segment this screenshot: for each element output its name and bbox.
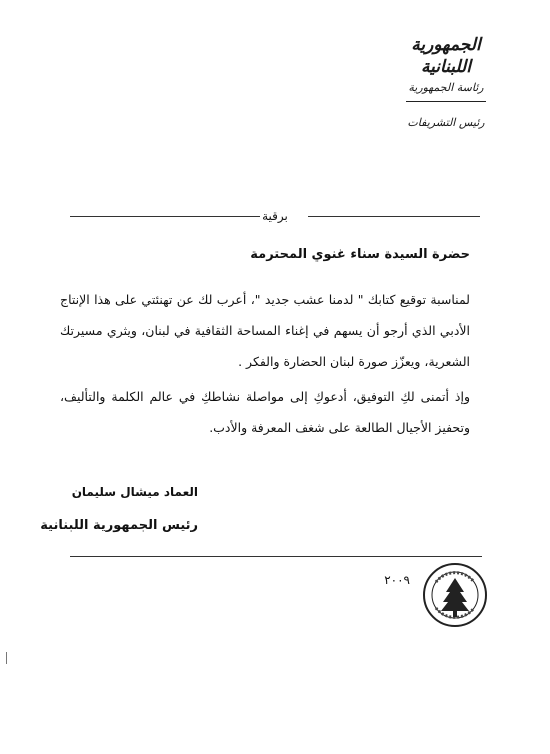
margin-mark bbox=[6, 652, 7, 664]
letterhead bbox=[386, 34, 506, 130]
signatory-name: العماد ميشال سليمان bbox=[71, 485, 198, 499]
letterhead-presidency: رئاسة الجمهورية bbox=[408, 81, 484, 94]
telegram-heading bbox=[70, 208, 480, 224]
body-paragraph-1: لمناسبة توقيع كتابك " لدمنا عشب جديد "، أعرب لك عن تهنئتي على هذا الإنتاج الأدبي الذي أرجو أن يسهم في إغناء المساحة الثقافية في لبنان، ويثري مسيرتك الشعرية، ويعزّز صورة لبنان الحضارة والفكر . bbox=[60, 292, 470, 369]
telegram-label: برقية bbox=[262, 209, 288, 223]
letterhead-republic: الجمهورية اللبنانية bbox=[411, 35, 481, 77]
letter-body bbox=[60, 284, 470, 447]
telegram-rule-left bbox=[70, 216, 260, 217]
signatory-title: رئيس الجمهورية اللبنانية bbox=[40, 518, 198, 533]
letterhead-protocol: رئيس التشريفات bbox=[407, 116, 485, 129]
date-text: ٢٠٠٩ bbox=[384, 573, 410, 587]
recipient-salutation: حضرة السيدة سناء غنوي المحترمة bbox=[250, 247, 470, 262]
telegram-rule-right bbox=[308, 216, 480, 217]
official-seal-icon bbox=[422, 562, 488, 628]
signature-block bbox=[40, 483, 198, 535]
letterhead-divider bbox=[406, 101, 486, 102]
body-paragraph-2: وإذ أتمنى لكِ التوفيق، أدعوكِ إلى مواصلة نشاطكِ في عالم الكلمة والتأليف، وتحفيز الأجيال الطالعة على شغف المعرفة والأدب. bbox=[60, 389, 470, 435]
footer-divider bbox=[70, 556, 482, 557]
